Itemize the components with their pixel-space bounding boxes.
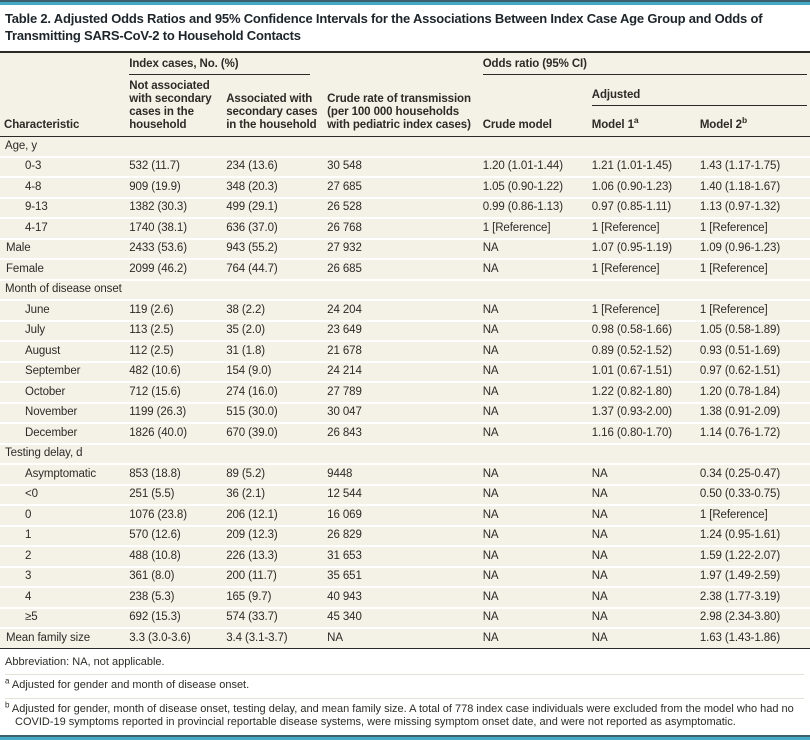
cell: 488 (10.8) bbox=[125, 546, 222, 567]
cell: 12 544 bbox=[323, 485, 479, 506]
cell: 1076 (23.8) bbox=[125, 505, 222, 526]
table-row bbox=[0, 423, 810, 444]
blank-header-cell bbox=[0, 53, 125, 78]
footnote-marker-b: b bbox=[741, 115, 748, 126]
table-row bbox=[0, 198, 810, 219]
cell: 31 653 bbox=[323, 546, 479, 567]
row-label: 3 bbox=[0, 567, 125, 588]
row-label: Female bbox=[0, 259, 125, 280]
cell: 119 (2.6) bbox=[125, 300, 222, 321]
row-label: June bbox=[0, 300, 125, 321]
cell: NA bbox=[479, 341, 588, 362]
table-row bbox=[0, 526, 810, 547]
footnote-b bbox=[5, 698, 804, 735]
cell: NA bbox=[479, 628, 588, 648]
cell: 943 (55.2) bbox=[222, 239, 323, 260]
cell: 1 [Reference] bbox=[696, 218, 810, 239]
cell: 1.20 (1.01-1.44) bbox=[479, 157, 588, 178]
cell: 1.59 (1.22-2.07) bbox=[696, 546, 810, 567]
bottom-accent-rule bbox=[0, 735, 810, 740]
cell: 692 (15.3) bbox=[125, 608, 222, 629]
col-header-not-associated: Not associated with secondary cases in the household bbox=[129, 80, 212, 131]
table-row bbox=[0, 218, 810, 239]
cell: 1740 (38.1) bbox=[125, 218, 222, 239]
row-label: September bbox=[0, 362, 125, 383]
cell: NA bbox=[588, 485, 696, 506]
cell: NA bbox=[479, 485, 588, 506]
cell: 45 340 bbox=[323, 608, 479, 629]
cell: 30 548 bbox=[323, 157, 479, 178]
row-label: November bbox=[0, 403, 125, 424]
cell: NA bbox=[479, 567, 588, 588]
cell: NA bbox=[588, 608, 696, 629]
cell: 0.97 (0.85-1.11) bbox=[588, 198, 696, 219]
cell: 1.24 (0.95-1.61) bbox=[696, 526, 810, 547]
row-label: October bbox=[0, 382, 125, 403]
table-row bbox=[0, 239, 810, 260]
cell: 1.01 (0.67-1.51) bbox=[588, 362, 696, 383]
row-label: 2 bbox=[0, 546, 125, 567]
cell: NA bbox=[479, 608, 588, 629]
group-header-row bbox=[0, 53, 810, 78]
col-header-model-2: Model 2$^b$ bbox=[699, 115, 748, 131]
cell: NA bbox=[479, 382, 588, 403]
cell: 1.16 (0.80-1.70) bbox=[588, 423, 696, 444]
cell: 1.37 (0.93-2.00) bbox=[588, 403, 696, 424]
cell: 234 (13.6) bbox=[222, 157, 323, 178]
table-row bbox=[0, 300, 810, 321]
table-row bbox=[0, 587, 810, 608]
table-row bbox=[0, 485, 810, 506]
cell: NA bbox=[479, 587, 588, 608]
row-label: Male bbox=[0, 239, 125, 260]
cell: 1826 (40.0) bbox=[125, 423, 222, 444]
col-header-crude-rate: Crude rate of transmission (per 100 000 households with pediatric index cases) bbox=[327, 93, 471, 131]
table-row bbox=[0, 382, 810, 403]
cell: 1 [Reference] bbox=[588, 300, 696, 321]
cell: 165 (9.7) bbox=[222, 587, 323, 608]
cell: 348 (20.3) bbox=[222, 177, 323, 198]
cell: 712 (15.6) bbox=[125, 382, 222, 403]
cell: 30 047 bbox=[323, 403, 479, 424]
col-header-characteristic: Characteristic bbox=[4, 119, 80, 131]
cell: 1 [Reference] bbox=[588, 218, 696, 239]
cell: 1.97 (1.49-2.59) bbox=[696, 567, 810, 588]
footnote-marker-a: a bbox=[633, 115, 639, 126]
cell: 26 528 bbox=[323, 198, 479, 219]
table-row bbox=[0, 341, 810, 362]
cell: 1.05 (0.90-1.22) bbox=[479, 177, 588, 198]
blank-header-cell bbox=[323, 53, 479, 78]
cell: NA bbox=[588, 464, 696, 485]
cell: 200 (11.7) bbox=[222, 567, 323, 588]
cell: 2433 (53.6) bbox=[125, 239, 222, 260]
cell: 2099 (46.2) bbox=[125, 259, 222, 280]
cell: 909 (19.9) bbox=[125, 177, 222, 198]
cell: NA bbox=[479, 546, 588, 567]
cell: NA bbox=[479, 259, 588, 280]
cell: 238 (5.3) bbox=[125, 587, 222, 608]
cell: NA bbox=[479, 239, 588, 260]
cell: 1.09 (0.96-1.23) bbox=[696, 239, 810, 260]
col-header-model-1: Model 1$^a$ bbox=[591, 115, 639, 131]
table-row bbox=[0, 505, 810, 526]
cell: 2.98 (2.34-3.80) bbox=[696, 608, 810, 629]
cell: 0.93 (0.51-1.69) bbox=[696, 341, 810, 362]
table-row bbox=[0, 628, 810, 648]
cell: 9448 bbox=[323, 464, 479, 485]
cell: 1 [Reference] bbox=[696, 259, 810, 280]
cell: 2.38 (1.77-3.19) bbox=[696, 587, 810, 608]
cell: 1.05 (0.58-1.89) bbox=[696, 321, 810, 342]
cell: 1.06 (0.90-1.23) bbox=[588, 177, 696, 198]
cell: 27 932 bbox=[323, 239, 479, 260]
row-label: 4-17 bbox=[0, 218, 125, 239]
row-label: 0 bbox=[0, 505, 125, 526]
abbreviation-note: Abbreviation: NA, not applicable. bbox=[5, 655, 165, 668]
cell: 1.63 (1.43-1.86) bbox=[696, 628, 810, 648]
cell: 1 [Reference] bbox=[479, 218, 588, 239]
cell: 1.07 (0.95-1.19) bbox=[588, 239, 696, 260]
table-title: Table 2. Adjusted Odds Ratios and 95% Confidence Intervals for the Associations Between Index Case Age Group and Odds of Transmitting SARS-CoV-2 to Household Contacts bbox=[0, 5, 810, 53]
cell: 636 (37.0) bbox=[222, 218, 323, 239]
cell: NA bbox=[479, 403, 588, 424]
cell: 1 [Reference] bbox=[696, 505, 810, 526]
cell: 112 (2.5) bbox=[125, 341, 222, 362]
cell: NA bbox=[588, 526, 696, 547]
cell: 361 (8.0) bbox=[125, 567, 222, 588]
cell: 3.3 (3.0-3.6) bbox=[125, 628, 222, 648]
table-header bbox=[0, 53, 810, 137]
footnote-a bbox=[5, 674, 804, 698]
cell: 0.89 (0.52-1.52) bbox=[588, 341, 696, 362]
cell: NA bbox=[479, 321, 588, 342]
section-label: Month of disease onset bbox=[0, 280, 810, 301]
index-cases-group-header: Index cases, No. (%) bbox=[125, 53, 323, 78]
table-row bbox=[0, 608, 810, 629]
row-label: 4 bbox=[0, 587, 125, 608]
cell: 853 (18.8) bbox=[125, 464, 222, 485]
cell: NA bbox=[588, 628, 696, 648]
cell: 499 (29.1) bbox=[222, 198, 323, 219]
cell: 1.38 (0.91-2.09) bbox=[696, 403, 810, 424]
cell: NA bbox=[588, 567, 696, 588]
table-row bbox=[0, 259, 810, 280]
cell: 24 214 bbox=[323, 362, 479, 383]
section-row bbox=[0, 444, 810, 465]
table-row bbox=[0, 157, 810, 178]
table-row bbox=[0, 177, 810, 198]
cell: 574 (33.7) bbox=[222, 608, 323, 629]
cell: 24 204 bbox=[323, 300, 479, 321]
cell: NA bbox=[479, 300, 588, 321]
row-label: 1 bbox=[0, 526, 125, 547]
cell: 251 (5.5) bbox=[125, 485, 222, 506]
row-label: <0 bbox=[0, 485, 125, 506]
row-label: August bbox=[0, 341, 125, 362]
row-label: 9-13 bbox=[0, 198, 125, 219]
row-label: Asymptomatic bbox=[0, 464, 125, 485]
cell: 26 829 bbox=[323, 526, 479, 547]
row-label: ≥5 bbox=[0, 608, 125, 629]
table-row bbox=[0, 567, 810, 588]
footnote-a-text: Adjusted for gender and month of disease onset. bbox=[11, 679, 250, 691]
cell: NA bbox=[479, 423, 588, 444]
row-label: 4-8 bbox=[0, 177, 125, 198]
table-row bbox=[0, 464, 810, 485]
row-label: July bbox=[0, 321, 125, 342]
data-table bbox=[0, 53, 810, 648]
table-row bbox=[0, 403, 810, 424]
cell: NA bbox=[588, 587, 696, 608]
cell: NA bbox=[479, 505, 588, 526]
section-label: Testing delay, d bbox=[0, 444, 810, 465]
table-row bbox=[0, 321, 810, 342]
footnote-b-text: Adjusted for gender, month of disease onset, testing delay, and mean family size. A total of 778 index case individuals were excluded from the model who had no COVID-19 symptoms reported in provincial reportable disease systems, were missing symptom onset date, and were not reported as asymptomatic. bbox=[11, 702, 794, 728]
cell: 38 (2.2) bbox=[222, 300, 323, 321]
cell: 0.97 (0.62-1.51) bbox=[696, 362, 810, 383]
cell: 209 (12.3) bbox=[222, 526, 323, 547]
cell: NA bbox=[588, 546, 696, 567]
cell: 23 649 bbox=[323, 321, 479, 342]
section-row bbox=[0, 137, 810, 157]
cell: 89 (5.2) bbox=[222, 464, 323, 485]
cell: 3.4 (3.1-3.7) bbox=[222, 628, 323, 648]
footnote-marker-b: b bbox=[5, 699, 10, 709]
footnote-marker-a: a bbox=[5, 676, 10, 686]
cell: 570 (12.6) bbox=[125, 526, 222, 547]
odds-ratio-group-header: Odds ratio (95% CI) bbox=[479, 53, 810, 78]
cell: NA bbox=[323, 628, 479, 648]
cell: 36 (2.1) bbox=[222, 485, 323, 506]
cell: 27 685 bbox=[323, 177, 479, 198]
cell: 1.21 (1.01-1.45) bbox=[588, 157, 696, 178]
cell: 1199 (26.3) bbox=[125, 403, 222, 424]
row-label: December bbox=[0, 423, 125, 444]
table-row bbox=[0, 362, 810, 383]
cell: 206 (12.1) bbox=[222, 505, 323, 526]
cell: NA bbox=[479, 526, 588, 547]
cell: 1.43 (1.17-1.75) bbox=[696, 157, 810, 178]
cell: 1.20 (0.78-1.84) bbox=[696, 382, 810, 403]
cell: 482 (10.6) bbox=[125, 362, 222, 383]
table-body bbox=[0, 137, 810, 648]
cell: 154 (9.0) bbox=[222, 362, 323, 383]
cell: 35 (2.0) bbox=[222, 321, 323, 342]
column-header-row bbox=[0, 78, 810, 109]
cell: 0.98 (0.58-1.66) bbox=[588, 321, 696, 342]
cell: 0.50 (0.33-0.75) bbox=[696, 485, 810, 506]
col-header-crude-model: Crude model bbox=[482, 119, 552, 131]
table-row bbox=[0, 546, 810, 567]
cell: 1382 (30.3) bbox=[125, 198, 222, 219]
cell: NA bbox=[479, 464, 588, 485]
cell: 0.99 (0.86-1.13) bbox=[479, 198, 588, 219]
adjusted-group-header: Adjusted bbox=[588, 78, 810, 109]
cell: 113 (2.5) bbox=[125, 321, 222, 342]
cell: 40 943 bbox=[323, 587, 479, 608]
row-label: Mean family size bbox=[0, 628, 125, 648]
cell: 26 768 bbox=[323, 218, 479, 239]
cell: 16 069 bbox=[323, 505, 479, 526]
cell: 226 (13.3) bbox=[222, 546, 323, 567]
table-container bbox=[0, 53, 810, 649]
cell: 31 (1.8) bbox=[222, 341, 323, 362]
cell: 274 (16.0) bbox=[222, 382, 323, 403]
cell: 27 789 bbox=[323, 382, 479, 403]
cell: 1 [Reference] bbox=[588, 259, 696, 280]
cell: 1.22 (0.82-1.80) bbox=[588, 382, 696, 403]
col-header-associated: Associated with secondary cases in the household bbox=[226, 93, 318, 131]
cell: 35 651 bbox=[323, 567, 479, 588]
cell: 26 843 bbox=[323, 423, 479, 444]
section-row bbox=[0, 280, 810, 301]
cell: NA bbox=[588, 505, 696, 526]
cell: 764 (44.7) bbox=[222, 259, 323, 280]
row-label: 0-3 bbox=[0, 157, 125, 178]
section-label: Age, y bbox=[0, 137, 810, 157]
cell: 1.40 (1.18-1.67) bbox=[696, 177, 810, 198]
cell: 26 685 bbox=[323, 259, 479, 280]
cell: 1.13 (0.97-1.32) bbox=[696, 198, 810, 219]
cell: 0.34 (0.25-0.47) bbox=[696, 464, 810, 485]
cell: 1.14 (0.76-1.72) bbox=[696, 423, 810, 444]
cell: 21 678 bbox=[323, 341, 479, 362]
cell: 515 (30.0) bbox=[222, 403, 323, 424]
cell: NA bbox=[479, 362, 588, 383]
cell: 670 (39.0) bbox=[222, 423, 323, 444]
cell: 532 (11.7) bbox=[125, 157, 222, 178]
cell: 1 [Reference] bbox=[696, 300, 810, 321]
